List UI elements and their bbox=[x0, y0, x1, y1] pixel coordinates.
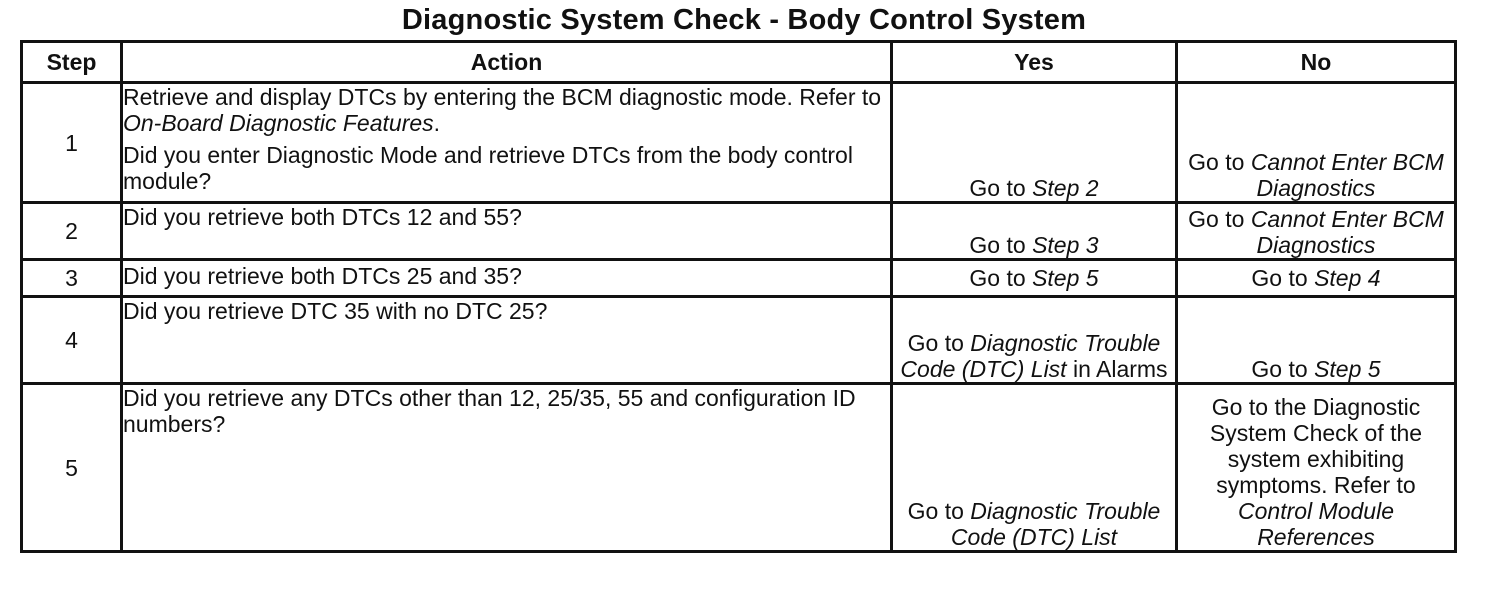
yes-text-post: in Alarms bbox=[1066, 356, 1168, 382]
action-text-end: . bbox=[433, 110, 441, 136]
no-cell bbox=[1177, 384, 1456, 552]
table-row bbox=[22, 83, 1456, 203]
table-row bbox=[22, 297, 1456, 384]
no-reference: Cannot Enter BCM Diagnostics bbox=[1250, 206, 1444, 258]
step-number: 1 bbox=[22, 83, 122, 203]
table-row bbox=[22, 203, 1456, 260]
no-reference: Control Module References bbox=[1238, 498, 1394, 550]
no-reference: Cannot Enter BCM Diagnostics bbox=[1250, 149, 1444, 201]
action-instruction bbox=[123, 84, 890, 136]
no-cell bbox=[1177, 260, 1456, 297]
step-number: 2 bbox=[22, 203, 122, 260]
no-text: Go to bbox=[1251, 356, 1315, 382]
step-number: 4 bbox=[22, 297, 122, 384]
action-question: Did you enter Diagnostic Mode and retrieve DTCs from the body control module? bbox=[123, 142, 853, 194]
yes-cell bbox=[892, 203, 1177, 260]
step-number: 3 bbox=[22, 260, 122, 297]
action-question: Did you retrieve DTC 35 with no DTC 25? bbox=[122, 297, 892, 384]
table-header-row bbox=[22, 42, 1456, 83]
no-reference: Step 5 bbox=[1314, 356, 1381, 382]
no-cell bbox=[1177, 83, 1456, 203]
yes-text: Go to bbox=[969, 265, 1033, 291]
no-cell bbox=[1177, 203, 1456, 260]
action-question: Did you retrieve any DTCs other than 12, 25/35, 55 and configuration ID numbers? bbox=[122, 384, 892, 552]
yes-reference: Diagnostic Trouble Code (DTC) List bbox=[900, 330, 1161, 382]
step-number: 5 bbox=[22, 384, 122, 552]
yes-text: Go to bbox=[969, 232, 1033, 258]
table-row bbox=[22, 260, 1456, 297]
action-reference: On-Board Diagnostic Features bbox=[123, 110, 434, 136]
table-row bbox=[22, 384, 1456, 552]
column-header-action: Action bbox=[122, 42, 892, 83]
column-header-yes: Yes bbox=[892, 42, 1177, 83]
action-text: Retrieve and display DTCs by entering the BCM diagnostic mode. Refer to bbox=[123, 84, 882, 110]
yes-reference: Step 5 bbox=[1032, 265, 1099, 291]
yes-cell bbox=[892, 260, 1177, 297]
no-reference: Step 4 bbox=[1314, 265, 1381, 291]
no-text: Go to bbox=[1251, 265, 1315, 291]
column-header-step: Step bbox=[22, 42, 122, 83]
diagnostic-table bbox=[20, 40, 1457, 553]
yes-cell bbox=[892, 384, 1177, 552]
yes-cell bbox=[892, 83, 1177, 203]
page-title: Diagnostic System Check - Body Control System bbox=[401, 4, 1087, 36]
yes-reference: Step 2 bbox=[1032, 175, 1099, 201]
yes-text: Go to bbox=[969, 175, 1033, 201]
column-header-no: No bbox=[1177, 42, 1456, 83]
no-text: Go to the Diagnostic System Check of the system exhibiting symptoms. Refer to bbox=[1209, 394, 1423, 498]
no-cell bbox=[1177, 297, 1456, 384]
action-question: Did you retrieve both DTCs 25 and 35? bbox=[122, 260, 892, 297]
yes-reference: Step 3 bbox=[1032, 232, 1099, 258]
action-cell bbox=[122, 83, 892, 203]
yes-cell bbox=[892, 297, 1177, 384]
yes-text: Go to bbox=[907, 498, 971, 524]
yes-text: Go to bbox=[907, 330, 971, 356]
no-text: Go to bbox=[1188, 206, 1251, 232]
yes-reference: Diagnostic Trouble Code (DTC) List bbox=[950, 498, 1161, 550]
action-question: Did you retrieve both DTCs 12 and 55? bbox=[122, 203, 892, 260]
no-text: Go to bbox=[1188, 149, 1251, 175]
